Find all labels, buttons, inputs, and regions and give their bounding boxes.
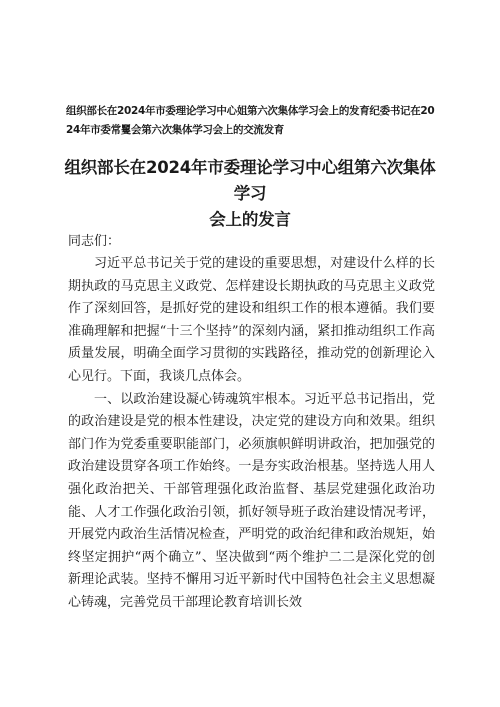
document-title-line-2: 会上的发言 xyxy=(209,210,291,229)
salutation: 同志们： xyxy=(68,234,121,249)
paragraph-section-1: 一、以政治建设凝心铸魂筑牢根本。习近平总书记指出，党的政治建设是党的根本性建设，决定党的建设方向和效果。组织部门作为党委重要职能部门，必须旗帜鲜明讲政治，把加强党的政治建设贯穿各项工作始终。一是夯实政治根基。坚持选人用人强化政治把关、干部管理强化政治监督、基层党建强化政治功能、人才工作强化政治引领，抓好领导班子政治建设情况考评，开展党内政治生活情况检查，严明党的政治纪律和政治规矩，始终坚定拥护“两个确立”、坚决做到“两个维护二二是深化党的创新理论武装。坚持不懈用习近平新时代中国特色社会主义思想凝心铸魂，完善党员干部理论教育培训长效 xyxy=(68,391,435,610)
paragraph-intro: 习近平总书记关于党的建设的重要思想，对建设什么样的长期执政的马克思主义政党、怎样建设长期执政的马克思主义政党作了深刻回答，是抓好党的建设和组织工作的根本遵循。我们要准确理解和把握“十三个坚持”的深刻内涵，紧扣推动组织工作高质量发展，明确全面学习贯彻的实践路径，推动党的创新理论入心见行。下面，我谈几点体会。 xyxy=(68,256,435,384)
collection-title: 组织部长在2024年市委理论学习中心姐第六次集体学习会上的发育纪委书记在2024年市委常矍会第六次集体学习会上的交流发育 xyxy=(66,105,435,136)
document-body xyxy=(68,253,435,615)
document-title xyxy=(60,155,440,233)
document-title-line-1: 组织部长在2024年市委理论学习中心组第六次集体学习 xyxy=(64,158,436,203)
